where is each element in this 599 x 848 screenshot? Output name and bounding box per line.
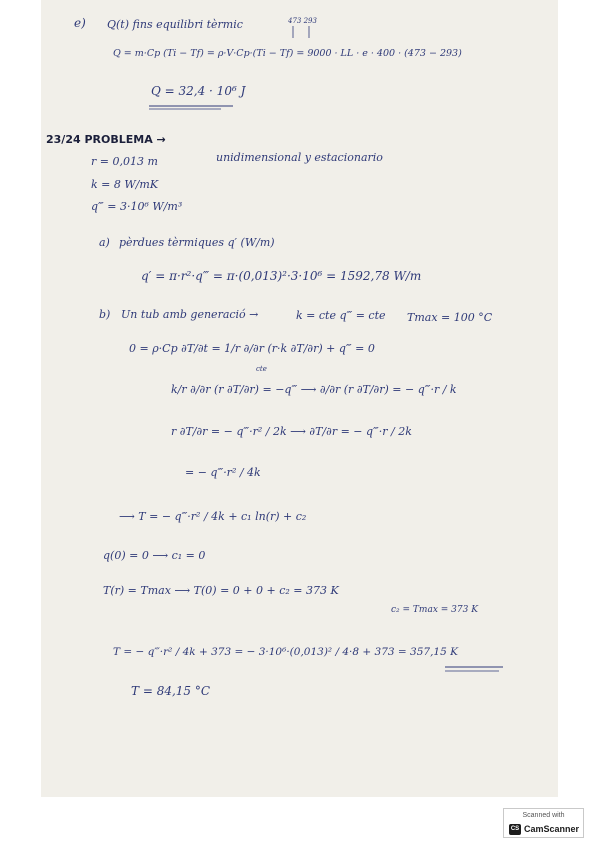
part-e-title: Q(t) fins equilibri tèrmic	[107, 18, 243, 31]
scanned-page	[41, 0, 558, 797]
part-a-title: pèrdues tèrmiques q′ (W/m)	[119, 236, 275, 249]
camscanner-watermark	[503, 808, 584, 838]
part-b-assumptions: k = cte q‴ = cte	[296, 309, 386, 322]
part-b-label: b)	[99, 308, 111, 321]
conditions-note: unidimensional y estacionario	[216, 151, 383, 164]
watermark-caption: Scanned with	[522, 812, 565, 819]
part-b-tmax: Tmax = 100 °C	[407, 311, 493, 324]
part-e-label: e)	[74, 16, 86, 30]
final-temperature-celsius: T = 84,15 °C	[131, 684, 211, 698]
problem-heading: 23/24 PROBLEMA →	[46, 133, 166, 146]
part-a-equation: q′ = π·r²·q‴ = π·(0,013)²·3·10⁶ = 1592,78 W/m	[141, 269, 422, 283]
given-radius: r = 0,013 m	[91, 155, 158, 168]
equation-step-3: r ∂T/∂r = − q‴·r² / 2k ⟶ ∂T/∂r = − q‴·r / 2k	[171, 425, 412, 438]
boundary-condition-1: q(0) = 0 ⟶ c₁ = 0	[103, 549, 206, 562]
given-conductivity: k = 8 W/mK	[91, 178, 159, 191]
part-a-label: a)	[99, 236, 110, 249]
equation-step-4: = − q‴·r² / 4k	[185, 466, 261, 479]
final-temperature-kelvin: T = − q‴·r² / 4k + 373 = − 3·10⁶·(0,013)² / 4·8 + 373 = 357,15 K	[113, 646, 458, 658]
general-solution: ⟶ T = − q‴·r² / 4k + c₁ ln(r) + c₂	[119, 510, 307, 523]
part-e-equation: Q = m·Cp (Ti − Tf) = ρ·V·Cp·(Ti − Tf) = 9000 · LL · e · 400 · (473 − 293)	[113, 48, 462, 59]
camscanner-logo-icon: CS	[509, 824, 521, 835]
equation-step-2: k/r ∂/∂r (r ∂T/∂r) = −q‴ ⟶ ∂/∂r (r ∂T/∂r) = − q‴·r / k	[171, 383, 457, 396]
watermark-brand: CamScanner	[524, 824, 580, 834]
part-e-temps: 473 293	[288, 17, 317, 25]
ink-underlines	[41, 0, 558, 797]
given-generation: q‴ = 3·10⁶ W/m³	[91, 200, 183, 213]
heat-equation: 0 = ρ·Cp ∂T/∂t = 1/r ∂/∂r (r·k ∂T/∂r) + q‴ = 0	[129, 342, 375, 355]
heat-equation-note: cte	[256, 365, 267, 373]
part-e-result: Q = 32,4 · 10⁶ J	[151, 84, 246, 98]
boundary-condition-2-note: c₂ = Tmax = 373 K	[391, 605, 478, 615]
part-b-title: Un tub amb generació →	[121, 308, 259, 321]
boundary-condition-2: T(r) = Tmax ⟶ T(0) = 0 + 0 + c₂ = 373 K	[103, 584, 339, 597]
